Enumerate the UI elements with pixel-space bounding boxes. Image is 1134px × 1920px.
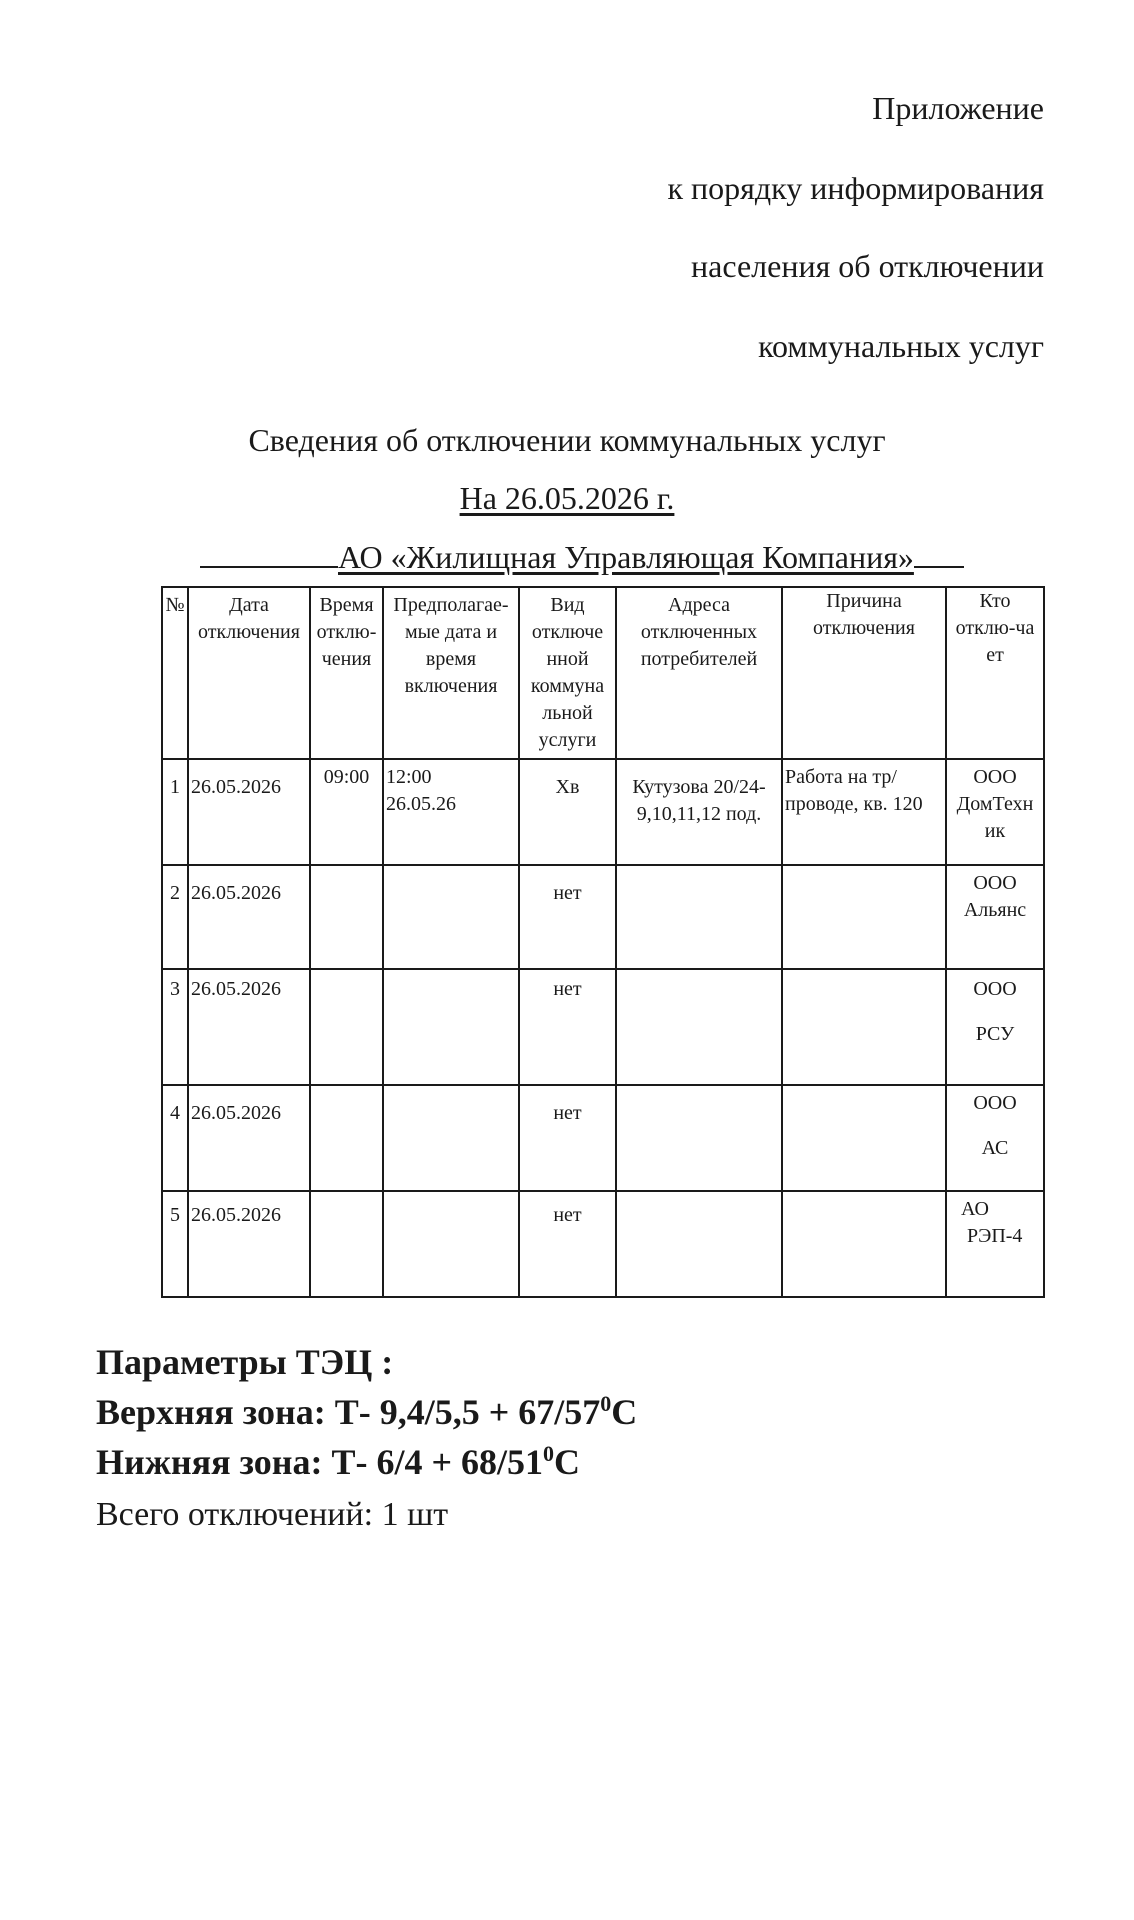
row-who: ООО Альянс	[946, 865, 1044, 969]
date-text: На 26.05.2026 г.	[459, 480, 675, 516]
document-title: Сведения об отключении коммунальных услуг	[248, 422, 886, 458]
upper-unit: С	[611, 1392, 638, 1432]
lower-degree: 0	[543, 1441, 555, 1466]
lower-unit: С	[554, 1442, 581, 1482]
row-date: 26.05.2026	[188, 759, 310, 865]
row-number: 2	[162, 865, 188, 969]
table-row	[162, 1191, 1044, 1297]
row-service: нет	[519, 1191, 616, 1297]
row-reason	[782, 865, 946, 969]
row-time: 09:00	[310, 759, 383, 865]
row-service: нет	[519, 865, 616, 969]
row-who	[946, 1085, 1044, 1191]
row-address: Кутузова 20/24- 9,10,11,12 под.	[616, 759, 782, 865]
row-restore	[383, 759, 519, 865]
params-lower-zone	[96, 1441, 581, 1482]
header-number: №	[162, 587, 188, 759]
appendix-line-3: населения об отключении	[691, 248, 1044, 284]
header-reason: Причина отключения	[782, 587, 946, 759]
row-time	[310, 1085, 383, 1191]
row-reason: Работа на тр/ проводе, кв. 120	[782, 759, 946, 865]
row-who-line-2: РСУ	[975, 1023, 1015, 1045]
row-service: нет	[519, 969, 616, 1085]
row-number: 1	[162, 759, 188, 865]
underline-blank-right	[914, 540, 964, 568]
row-service: нет	[519, 1085, 616, 1191]
row-reason	[782, 1085, 946, 1191]
table-header-row	[162, 587, 1044, 759]
header-address: Адреса отключенных потребителей	[616, 587, 782, 759]
header-who: Кто отклю-ча ет	[946, 587, 1044, 759]
row-date: 26.05.2026	[188, 1085, 310, 1191]
row-restore-time: 12:00	[386, 766, 432, 788]
underline-blank-left	[200, 540, 338, 568]
lower-zone-label: Нижняя зона: Т- 6/4 + 68/51	[96, 1442, 544, 1482]
row-who	[946, 1191, 1044, 1297]
row-address	[616, 1191, 782, 1297]
row-number: 5	[162, 1191, 188, 1297]
org-name: АО «Жилищная Управляющая Компания»	[338, 539, 914, 575]
row-reason	[782, 1191, 946, 1297]
header-time: Время отклю-чения	[310, 587, 383, 759]
header-restore: Предполагае-мые дата и время включения	[383, 587, 519, 759]
row-who-line-1: ООО	[973, 1092, 1017, 1114]
row-time	[310, 969, 383, 1085]
row-who-line-1: ООО	[973, 978, 1017, 1000]
row-restore-date: 26.05.26	[386, 793, 456, 815]
row-number: 4	[162, 1085, 188, 1191]
outage-table	[161, 586, 1045, 1298]
header-service: Вид отключе нной коммуна льной услуги	[519, 587, 616, 759]
row-number: 3	[162, 969, 188, 1085]
row-who-line-1: АО	[961, 1198, 989, 1220]
date-line	[0, 482, 1134, 514]
row-address	[616, 865, 782, 969]
row-restore	[383, 865, 519, 969]
upper-zone-label: Верхняя зона: Т- 9,4/5,5 + 67/57	[96, 1392, 601, 1432]
row-address	[616, 969, 782, 1085]
params-title: Параметры ТЭЦ :	[96, 1342, 394, 1382]
appendix-line-4: коммунальных услуг	[758, 328, 1044, 364]
table-row	[162, 865, 1044, 969]
row-time	[310, 1191, 383, 1297]
table-row	[162, 969, 1044, 1085]
row-address	[616, 1085, 782, 1191]
row-who-line-2: АС	[981, 1137, 1009, 1159]
row-who: ООО ДомТехн ик	[946, 759, 1044, 865]
row-restore	[383, 969, 519, 1085]
row-who-line-2: РЭП-4	[967, 1225, 1023, 1247]
table-row	[162, 759, 1044, 865]
header-date: Дата отключения	[188, 587, 310, 759]
appendix-line-2: к порядку информирования	[667, 170, 1044, 206]
row-time	[310, 865, 383, 969]
params-upper-zone	[96, 1391, 638, 1432]
row-date: 26.05.2026	[188, 969, 310, 1085]
appendix-line-1: Приложение	[872, 90, 1044, 126]
row-restore	[383, 1085, 519, 1191]
row-service: Хв	[519, 759, 616, 865]
upper-degree: 0	[600, 1391, 612, 1416]
row-date: 26.05.2026	[188, 865, 310, 969]
row-restore	[383, 1191, 519, 1297]
table-row	[162, 1085, 1044, 1191]
org-line	[200, 540, 964, 573]
total-outages: Всего отключений: 1 шт	[96, 1496, 449, 1533]
row-date: 26.05.2026	[188, 1191, 310, 1297]
row-who	[946, 969, 1044, 1085]
row-reason	[782, 969, 946, 1085]
